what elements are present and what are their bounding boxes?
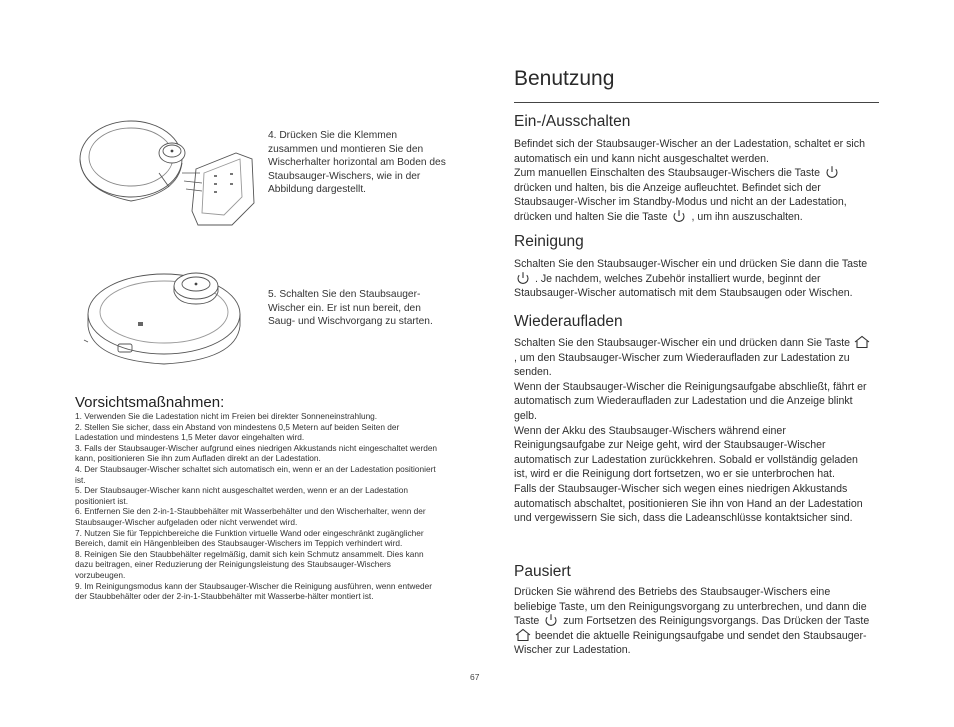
precaution-item: 7. Nutzen Sie für Teppichbereiche die Funktion virtuelle Wand oder eingeschränkt zugänglicher Bereich, damit ein Hängenbleiben des Staubsauger-Wischers im Teppich verhindert wird. xyxy=(75,527,424,549)
recharge-p1-start: Schalten Sie den Staubsauger-Wischer ein und drücken dann Sie Taste xyxy=(514,337,851,349)
robot-illustration xyxy=(82,262,254,370)
onoff-paragraph-2 xyxy=(514,166,880,224)
pause-text xyxy=(514,585,874,658)
recharge-p1-end: , um den Staubsauger-Wischer zum Wiederaufladen zur Ladestation zu senden. xyxy=(514,351,850,379)
precaution-item: 1. Verwenden Sie die Ladestation nicht im Freien bei direkter Sonneneinstrahlung. xyxy=(75,411,378,421)
precaution-item: 8. Reinigen Sie den Staubbehälter regelmäßig, damit sich kein Schmutz ansammelt. Dies kann dazu beitragen, einer Reduzierung der Reinigungsleistung des Staubsauger-Wischers vorzubeugen. xyxy=(75,548,424,580)
recharge-paragraph-1 xyxy=(514,336,872,380)
onoff-p2-middle: drücken und halten, bis die Anzeige aufleuchtet. Befindet sich der Staubsauger-Wischer im Standby-Modus und nicht an der Ladestation, drücken und halten Sie die Taste xyxy=(514,181,847,223)
precaution-item: 4. Der Staubsauger-Wischer schaltet sich automatisch ein, wenn er an der Ladestation positioniert ist. xyxy=(75,463,436,485)
onoff-heading: Ein-/Ausschalten xyxy=(514,113,631,130)
step-4-caption: 4. Drücken Sie die Klemmen zusammen und montieren Sie den Wischerhalter horizontal am Boden des Staubsauger-Wischers, wie in der Abbildung dargestellt. xyxy=(268,130,446,196)
recharge-text xyxy=(514,336,872,526)
onoff-p2-end: , um ihn auszuschalten. xyxy=(691,210,803,223)
cleaning-heading: Reinigung xyxy=(514,233,584,250)
precaution-item: 2. Stellen Sie sicher, dass ein Abstand von mindestens 0,5 Metern auf beiden Seiten der Ladestation und mindestens 1,5 Meter davor eingehalten wird. xyxy=(75,421,400,443)
recharge-paragraph-2: Wenn der Staubsauger-Wischer die Reinigungsaufgabe abschließt, fährt er automatisch zum Wiederaufladen zur Ladestation und die Anzeige blinkt gelb. xyxy=(514,380,867,422)
onoff-text xyxy=(514,137,880,225)
power-button-icon xyxy=(670,209,688,223)
recharge-heading: Wiederaufladen xyxy=(514,313,623,330)
power-button-icon xyxy=(514,271,532,285)
precaution-item: 5. Der Staubsauger-Wischer kann nicht ausgeschaltet werden, wenn er an der Ladestation positioniert ist. xyxy=(75,485,408,506)
page-title: Benutzung xyxy=(514,67,615,90)
title-divider xyxy=(514,102,879,103)
pause-p1-middle: zum Fortsetzen des Reinigungsvorgangs. Das Drücken der Taste xyxy=(563,615,870,628)
pause-p1-start: Drücken Sie während des Betriebs des Staubsauger-Wischers eine beliebige Taste, um den Reinigungsvorgang zu unterbrechen, und dann die Taste xyxy=(514,586,867,628)
step-5-caption: 5. Schalten Sie den Staubsauger-Wischer ein. Er ist nun bereit, den Saug- und Wischvorgang zu starten. xyxy=(268,289,433,328)
pause-p1-end: beendet die aktuelle Reinigungsaufgabe und sendet den Staubsauger-Wischer zur Ladestation. xyxy=(514,629,867,657)
cleaning-p1-end: . Je nachdem, welches Zubehör installiert wurde, beginnt der Staubsauger-Wischer automatisch mit dem Staubsaugen oder Wischen. xyxy=(514,272,853,300)
recharge-paragraph-4: Falls der Staubsauger-Wischer sich wegen eines niedrigen Akkustands automatisch abschaltet, positionieren Sie ihn von Hand an der Ladestation und vergewissern Sie sich, dass die Ladeanschlüsse kontaktsicher sind. xyxy=(514,482,863,525)
onoff-paragraph-1: Befindet sich der Staubsauger-Wischer an der Ladestation, schaltet er sich automatisch ein und kann nicht ausgeschaltet werden. xyxy=(514,138,865,165)
cleaning-text xyxy=(514,257,880,301)
precautions-list xyxy=(75,411,441,602)
recharge-paragraph-3: Wenn der Akku des Staubsauger-Wischers während einer Reinigungsaufgabe zur Neige geht, wird der Staubsauger-Wischer automatisch zur Ladestation zurückkehren. Sobald er vollständig geladen ist, wird er die Reinigung dort fortsetzen, wo er sie unterbrochen hat. xyxy=(514,424,858,481)
cleaning-p1-start: Schalten Sie den Staubsauger-Wischer ein und drücken Sie dann die Taste xyxy=(514,258,868,270)
precautions-title: Vorsichtsmaßnahmen: xyxy=(75,394,225,411)
robot-mop-holder-illustration xyxy=(74,113,262,235)
onoff-p2-start: Zum manuellen Einschalten des Staubsauger-Wischers die Taste xyxy=(514,167,821,180)
home-button-icon xyxy=(853,335,871,349)
power-button-icon xyxy=(542,613,560,627)
pause-heading: Pausiert xyxy=(514,563,571,580)
home-button-icon xyxy=(514,628,532,642)
precaution-item: 6. Entfernen Sie den 2-in-1-Staubbehälter mit Wasserbehälter und den Wischerhalter, wenn der Staubsauger-Wischer aufgeladen oder nicht verwendet wird. xyxy=(75,506,426,527)
power-button-icon xyxy=(823,165,841,179)
page-number: 67 xyxy=(470,672,480,682)
precaution-item: 3. Falls der Staubsauger-Wischer aufgrund eines niedrigen Akkustands nicht eingeschaltet werden kann, positionieren Sie ihn zum Aufladen direkt an der Ladestation. xyxy=(75,442,438,464)
precaution-item: 9. Im Reinigungsmodus kann der Staubsauger-Wischer die Reinigung ausführen, wenn entweder der Staubbehälter oder der 2-in-1-Staubbehälter mit Wasserbe-hälter montiert ist. xyxy=(75,580,432,602)
